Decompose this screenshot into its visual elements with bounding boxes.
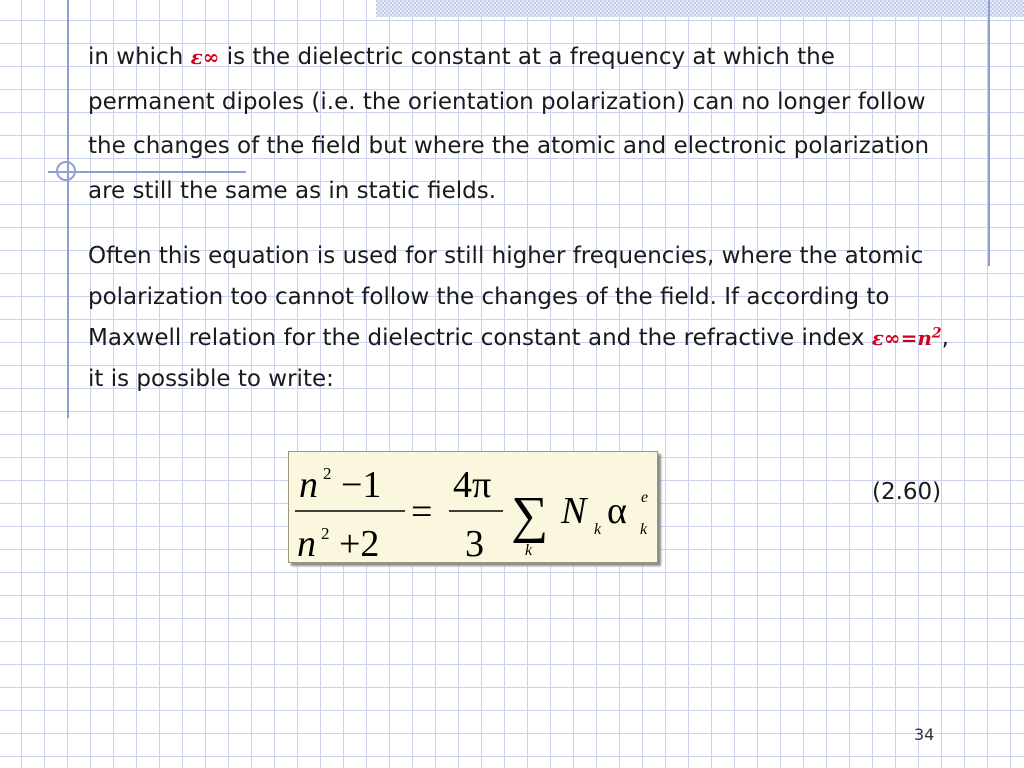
equation-box <box>288 451 658 563</box>
number-density-N: N <box>561 490 587 532</box>
rhs-denominator: 3 <box>465 523 484 564</box>
N-subscript: k <box>594 521 602 538</box>
numerator-n: n <box>299 464 318 506</box>
numerator-minus-one: −1 <box>341 464 382 506</box>
clausius-mossotti-equation <box>289 452 659 564</box>
denominator-plus-two: +2 <box>339 523 380 564</box>
paragraph-2 <box>88 236 968 400</box>
paragraph-2-text-after: , it is possible to write: <box>88 325 949 392</box>
rhs-numerator: 4π <box>453 464 492 506</box>
alpha-subscript: k <box>640 521 648 538</box>
ring-ornament <box>56 161 76 181</box>
paragraph-2-text-before: Often this equation is used for still higher frequencies, where the atomic polarization too cannot follow the changes of the field. If according to Maxwell relation for the dielectric constant and the refractive index <box>88 243 924 351</box>
equation-number: (2.60) <box>872 479 942 505</box>
right-vertical-rule <box>988 0 990 266</box>
denominator-exponent: 2 <box>321 524 330 543</box>
paragraph-1 <box>88 35 968 213</box>
page-number: 34 <box>914 725 935 744</box>
paragraph-1-text-after: is the dielectric constant at a frequency at which the permanent dipoles (i.e. the orientation polarization) can no longer follow the changes of the field but where the atomic and electronic polarization are still the same as in static fields. <box>88 44 930 204</box>
left-vertical-rule <box>67 0 69 418</box>
summation-sign: ∑ <box>511 487 549 544</box>
polarizability-alpha: α <box>607 490 627 532</box>
equals-sign: = <box>411 491 433 533</box>
paragraph-1-text-before: in which <box>88 44 191 70</box>
denominator-n: n <box>297 523 316 564</box>
numerator-exponent: 2 <box>323 464 332 483</box>
alpha-superscript: e <box>641 489 649 506</box>
top-pattern-band <box>376 0 1024 17</box>
maxwell-relation-symbol <box>872 326 942 350</box>
epsilon-infinity-symbol: ε∞ <box>190 45 220 69</box>
maxwell-relation-base: ε∞=n <box>871 326 932 350</box>
summation-index: k <box>525 542 533 559</box>
maxwell-relation-exponent: 2 <box>931 325 942 342</box>
